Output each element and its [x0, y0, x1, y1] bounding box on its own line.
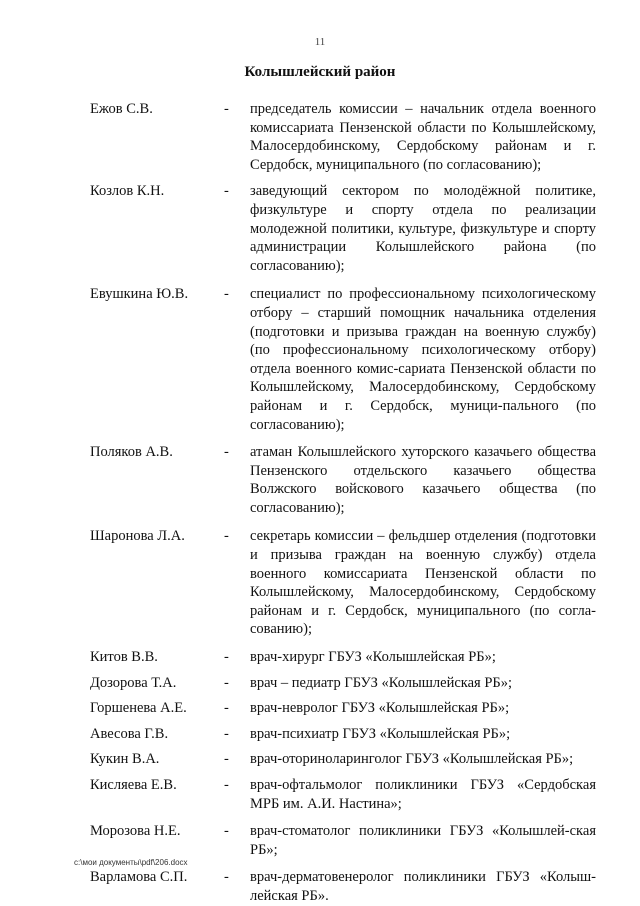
member-row [90, 868, 596, 905]
member-role: врач-психиатр ГБУЗ «Колышлейская РБ»; [250, 725, 511, 742]
member-role: врач-оториноларинголог ГБУЗ «Колышлейская РБ»; [250, 751, 574, 768]
member-name: Козлов К.Н. [90, 183, 165, 200]
member-row [90, 776, 596, 813]
member-dash: - [224, 751, 229, 768]
member-dash: - [224, 101, 229, 117]
member-role: врач-невролог ГБУЗ «Колышлейская РБ»; [250, 700, 510, 717]
member-dash: - [224, 725, 229, 742]
member-row [90, 674, 596, 693]
member-name: Горшенева А.Е. [90, 700, 187, 717]
member-role: председатель комиссии – начальник отдела военного комиссариата Пензенской области по Колышлейскому, Малосердобинскому, Сердобскому районам и г. Сердобск, муниципального (по согласованию); [250, 101, 596, 173]
member-role: атаман Колышлейского хуторского казачьего общества Пензенского отдельского казачьего общества Волжского войскового казачьего общества (по согласованию); [250, 444, 596, 516]
member-row [90, 100, 596, 174]
member-dash: - [224, 286, 229, 303]
member-role: секретарь комиссии – фельдшер отделения (подготовки и призыва граждан на военную службу) отдела военного комиссариата Пензенской области по Колышлейскому, Малосердобинскому, Сердобскому районам и г. Сердобск, муниципального (по согла-сованию); [250, 528, 596, 638]
page-number: 11 [314, 36, 326, 48]
member-name: Китов В.В. [90, 649, 158, 666]
member-name: Кукин В.А. [90, 751, 160, 768]
member-name: Кисляева Е.В. [90, 777, 177, 793]
member-row [90, 443, 596, 517]
member-row [90, 699, 596, 718]
member-role: заведующий сектором по молодёжной политике, физкультуре и спорту отдела по реализации молодежной политики, культуре, физкультуре и спорту администрации Колышлейского района (по согласованию); [250, 183, 596, 274]
member-name: Дозорова Т.А. [90, 674, 177, 691]
member-row [90, 285, 596, 434]
member-name: Ежов С.В. [90, 101, 153, 117]
member-row [90, 822, 596, 859]
member-name: Шаронова Л.А. [90, 528, 185, 545]
member-row [90, 648, 596, 667]
member-row [90, 182, 596, 275]
member-dash: - [224, 700, 229, 717]
member-row [90, 750, 596, 769]
member-dash: - [224, 649, 229, 666]
member-role: врач – педиатр ГБУЗ «Колышлейская РБ»; [250, 674, 512, 691]
member-name: Морозова Н.Е. [90, 823, 181, 840]
member-role: специалист по профессиональному психологическому отбору – старший помощник начальника отделения (подготовки и призыва граждан на военную службу) (по профессиональному психологическому отбору) отдела военного комис-сариата Пензенской области по Колышлейскому, Малосердобинскому, Сердобскому районам и г. Сердобск, муници-пального (по согласованию); [250, 286, 596, 433]
member-dash: - [224, 183, 229, 200]
member-role: врач-хирург ГБУЗ «Колышлейская РБ»; [250, 649, 496, 666]
member-name: Евушкина Ю.В. [90, 286, 189, 303]
member-name: Варламова С.П. [90, 869, 188, 886]
file-path-footer: c:\мои документы\pdf\206.docx [74, 858, 188, 867]
member-dash: - [224, 823, 229, 840]
members-list [90, 100, 596, 906]
member-dash: - [224, 528, 229, 545]
member-dash: - [224, 444, 229, 461]
member-role: врач-стоматолог поликлиники ГБУЗ «Колышлей-ская РБ»; [250, 823, 596, 858]
member-row [90, 725, 596, 744]
member-dash: - [224, 869, 229, 886]
member-role: врач-дерматовенеролог поликлиники ГБУЗ «Колыш-лейская РБ». [250, 869, 596, 904]
section-heading: Колышлейский район [244, 64, 396, 80]
member-role: врач-офтальмолог поликлиники ГБУЗ «Сердобская МРБ им. А.И. Настина»; [250, 777, 596, 812]
member-dash: - [224, 674, 229, 691]
member-dash: - [224, 777, 229, 793]
member-row [90, 527, 596, 639]
member-name: Поляков А.В. [90, 444, 173, 461]
member-name: Авесова Г.В. [90, 725, 169, 742]
